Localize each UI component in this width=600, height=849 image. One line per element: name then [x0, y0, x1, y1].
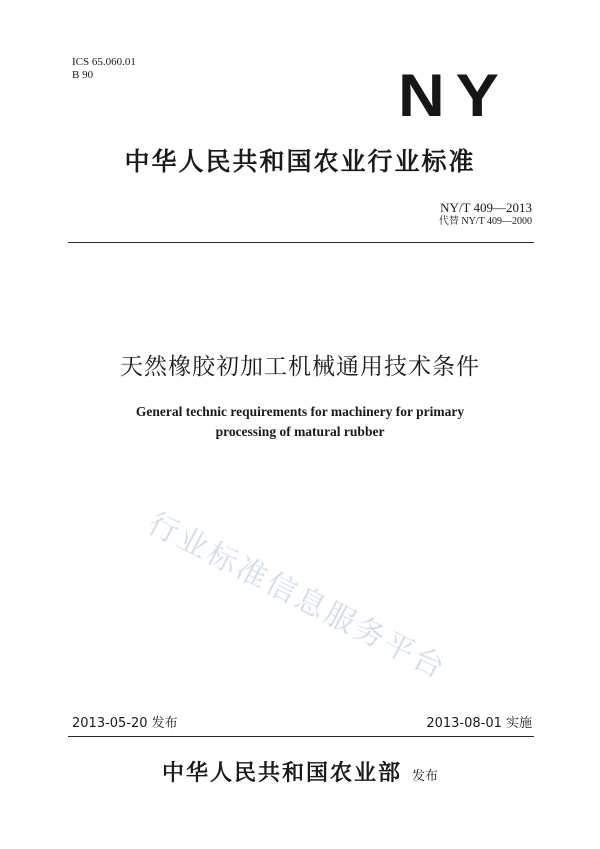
- english-title-line-2: processing of matural rubber: [215, 424, 385, 439]
- issuer-verb: 发布: [412, 769, 439, 784]
- header-divider: [68, 242, 534, 243]
- standard-number: NY/T 409—2013: [440, 200, 532, 215]
- replaces-standard: 代替 NY/T 409—2000: [438, 216, 532, 227]
- watermark: 行业标准信息服务平台: [142, 506, 453, 688]
- category-code: B 90: [72, 69, 94, 81]
- ny-logo: NY: [398, 62, 510, 129]
- issuer-name: 中华人民共和国农业部: [161, 761, 402, 786]
- standard-header-title: 中华人民共和国农业行业标准: [124, 147, 476, 176]
- issuing-authority: [0, 760, 600, 788]
- implementation-date: 2013-08-01 实施: [426, 716, 532, 731]
- ics-code: ICS 65.060.01: [72, 56, 136, 68]
- footer-divider: [68, 736, 534, 737]
- english-title-line-1: General technic requirements for machinery for primary: [135, 404, 465, 419]
- publish-date: 2013-05-20 发布: [72, 716, 178, 731]
- document-title-english: [0, 402, 600, 442]
- document-title-chinese: 天然橡胶初加工机械通用技术条件: [120, 354, 480, 380]
